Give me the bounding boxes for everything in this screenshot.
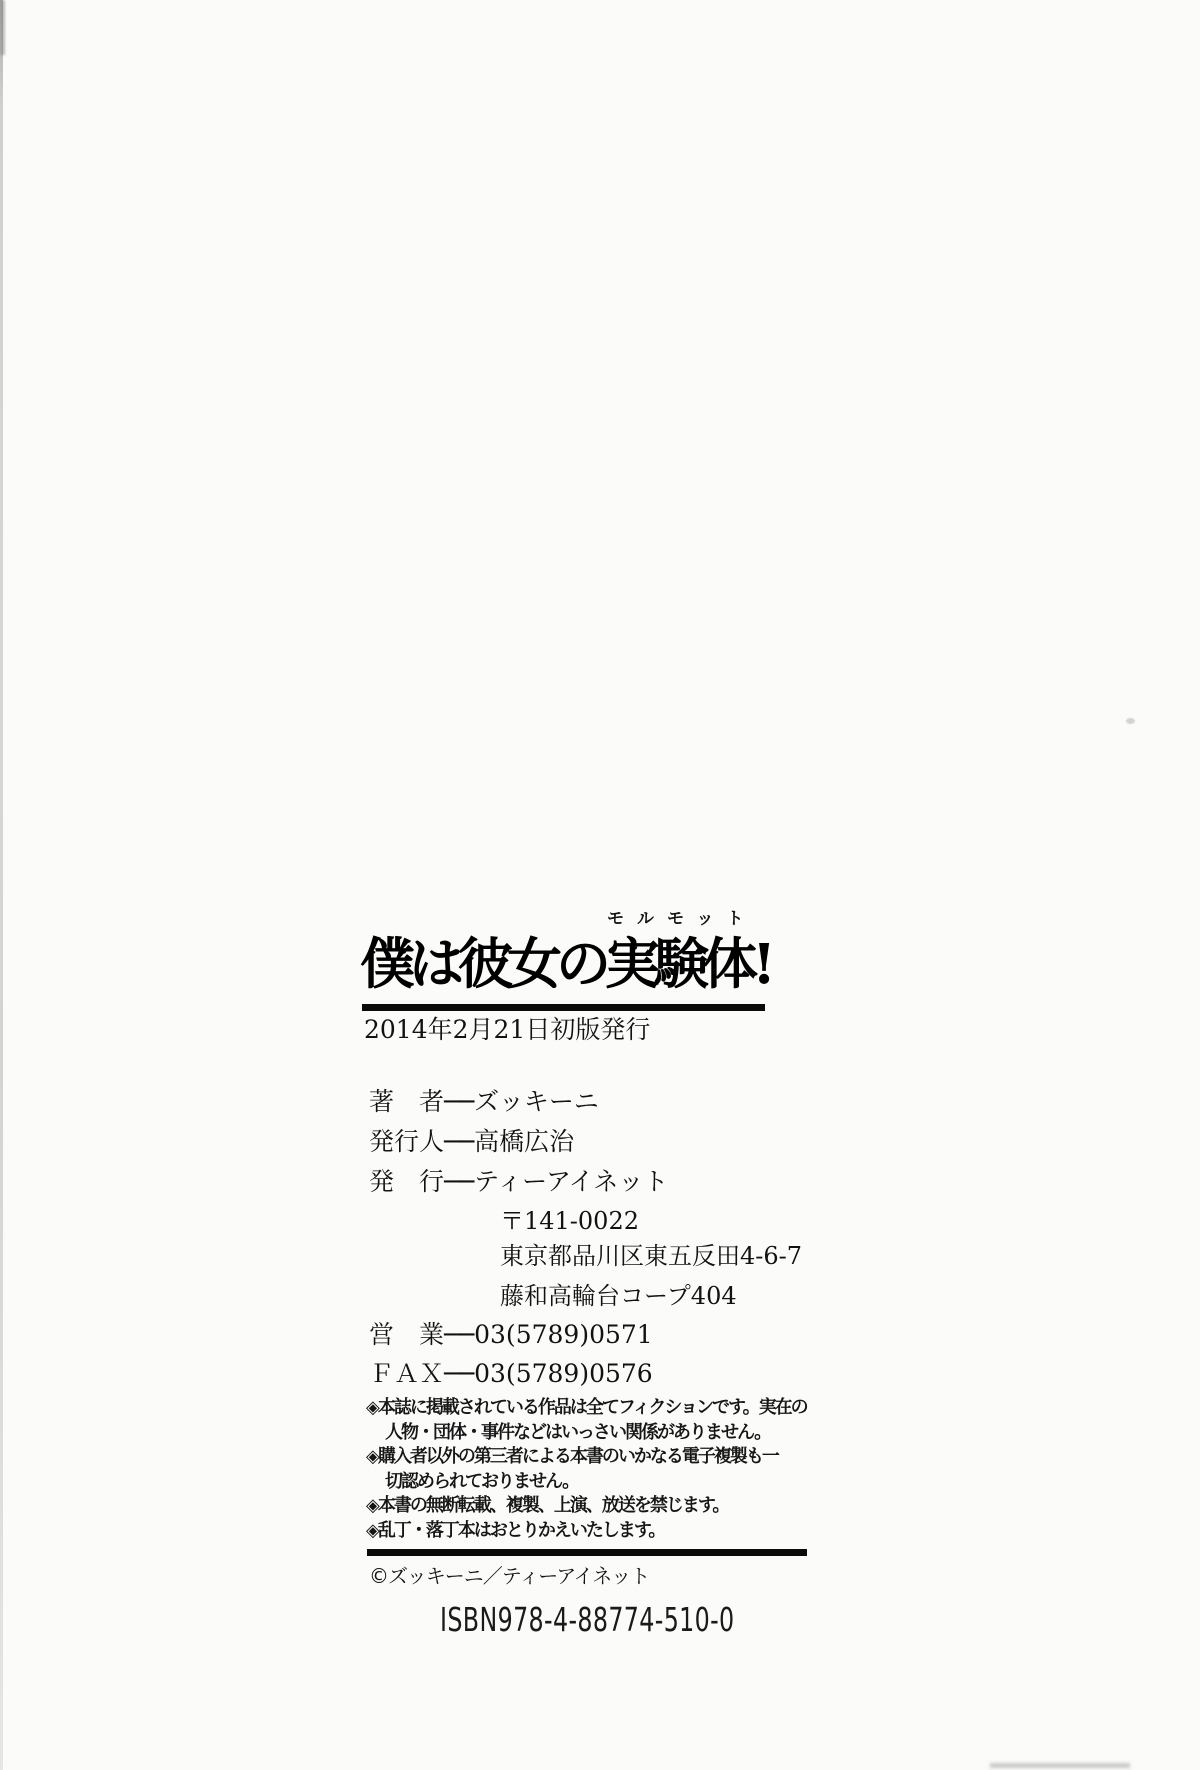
credit-value: ティーアイネット bbox=[474, 1167, 669, 1196]
contact-row-fax bbox=[369, 1361, 653, 1386]
contact-row-sales bbox=[369, 1322, 653, 1347]
notice-line: ◈本書の無断転載、複製、上演、放送を禁じます。 bbox=[366, 1495, 729, 1516]
book-title: 僕は彼女の実験体! bbox=[360, 931, 771, 996]
notice-line: ◈本誌に掲載されている作品は全てフィクションです。実在の bbox=[366, 1397, 807, 1418]
address-line-1: 東京都品川区東五反田4-6-7 bbox=[500, 1242, 803, 1270]
credit-value: 高橋広治 bbox=[474, 1127, 575, 1156]
title-furigana: モルモット bbox=[607, 909, 757, 929]
contact-value: 03(5789)0571 bbox=[474, 1320, 653, 1349]
credit-connector: ── bbox=[444, 1087, 475, 1116]
scan-speck bbox=[1126, 718, 1135, 724]
credit-row-publisher bbox=[369, 1169, 668, 1194]
contact-label: 営 業 bbox=[369, 1320, 445, 1349]
address-line-2: 藤和高輪台コープ404 bbox=[500, 1282, 737, 1310]
notice-line-continuation: 人物・団体・事件などはいっさい関係がありません。 bbox=[385, 1421, 771, 1443]
scan-smudge bbox=[990, 1763, 1130, 1768]
postal-code: 〒141-0022 bbox=[500, 1207, 639, 1235]
scan-edge-artifact bbox=[0, 0, 3, 1770]
credit-label: 発 行 bbox=[369, 1167, 445, 1196]
notice-line: ◈購入者以外の第三者による本書のいかなる電子複製も一 bbox=[366, 1446, 778, 1467]
scan-edge-artifact-dark bbox=[0, 0, 5, 55]
credit-row-author bbox=[369, 1089, 599, 1114]
notice-line-continuation: 切認められておりません。 bbox=[385, 1470, 579, 1492]
divider-rule-bottom bbox=[367, 1549, 807, 1556]
contact-connector: ── bbox=[444, 1359, 475, 1388]
contact-connector: ── bbox=[444, 1320, 475, 1349]
credit-connector: ── bbox=[444, 1127, 475, 1156]
credit-connector: ── bbox=[444, 1167, 475, 1196]
contact-value: 03(5789)0576 bbox=[474, 1359, 653, 1388]
notice-line: ◈乱丁・落丁本はおとりかえいたします。 bbox=[366, 1519, 665, 1541]
credit-label: 著 者 bbox=[369, 1087, 445, 1116]
edition-date: 2014年2月21日初版発行 bbox=[364, 1015, 651, 1044]
credit-row-publisher-person bbox=[369, 1129, 574, 1154]
legal-notices bbox=[366, 1396, 826, 1543]
credit-label: 発行人 bbox=[369, 1127, 445, 1156]
contact-label: ＦＡＸ bbox=[369, 1359, 445, 1388]
isbn-number: ISBN978-4-88774-510-0 bbox=[440, 1600, 735, 1639]
copyright-line: ©ズッキーニ／ティーアイネット bbox=[369, 1564, 650, 1588]
divider-rule-top bbox=[362, 1004, 765, 1011]
credit-value: ズッキーニ bbox=[474, 1087, 599, 1116]
